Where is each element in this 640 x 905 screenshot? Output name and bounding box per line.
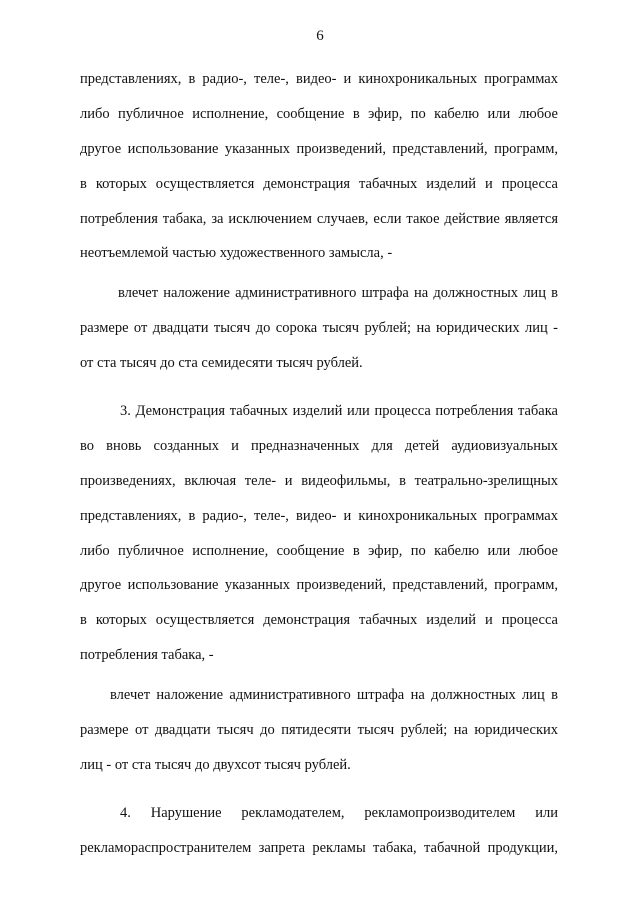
text-line: либо публичное исполнение, сообщение в эфир, по кабелю или любое	[80, 105, 558, 122]
text-line: во вновь созданных и предназначенных для детей аудиовизуальных	[80, 437, 558, 454]
text-line: неотъемлемой частью художественного замысла, -	[80, 245, 393, 262]
text-line: от ста тысяч до ста семидесяти тысяч рублей.	[80, 355, 363, 372]
text-line: размере от двадцати тысяч до сорока тысяч рублей; на юридических лиц -	[80, 320, 558, 337]
text-line: потребления табака, за исключением случаев, если такое действие является	[80, 210, 558, 227]
text-line: другое использование указанных произведений, представлений, программ,	[80, 577, 558, 594]
page-number: 6	[316, 28, 324, 44]
text-line: в которых осуществляется демонстрация табачных изделий и процесса	[80, 612, 558, 629]
text-line: потребления табака, -	[80, 647, 214, 664]
text-line: размере от двадцати тысяч до пятидесяти тысяч рублей; на юридических	[80, 722, 558, 739]
text-line: представлениях, в радио-, теле-, видео- и кинохроникальных программах	[80, 71, 558, 87]
text-line: 3. Демонстрация табачных изделий или процесса потребления табака	[120, 403, 558, 420]
text-line: влечет наложение административного штрафа на должностных лиц в	[118, 285, 558, 302]
document-body	[80, 62, 558, 866]
text-line: произведениях, включая теле- и видеофильмы, в театрально-зрелищных	[80, 472, 558, 489]
text-line: лиц - от ста тысяч до двухсот тысяч рублей.	[80, 756, 351, 773]
text-line: либо публичное исполнение, сообщение в эфир, по кабелю или любое	[80, 542, 558, 559]
text-line: другое использование указанных произведений, представлений, программ,	[80, 140, 558, 157]
text-line: влечет наложение административного штрафа на должностных лиц в	[110, 687, 558, 704]
text-line: в которых осуществляется демонстрация табачных изделий и процесса	[80, 175, 558, 192]
text-line: 4. Нарушение рекламодателем, рекламопроизводителем или	[120, 804, 558, 821]
text-line: рекламораспространителем запрета рекламы табака, табачной продукции,	[80, 839, 558, 856]
text-line: представлениях, в радио-, теле-, видео- и кинохроникальных программах	[80, 507, 558, 524]
